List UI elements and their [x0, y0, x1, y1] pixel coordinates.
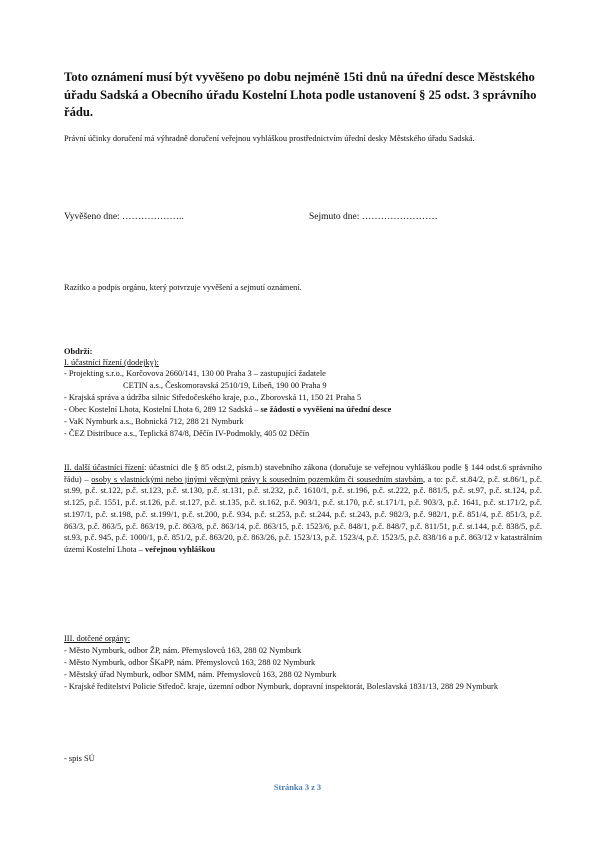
other-participants-owners: osoby s vlastnickými nebo jinými věcnými právy k sousedním pozemkům či sousedním stavbám	[91, 474, 423, 484]
recipient-cez: - ČEZ Distribuce a.s., Teplická 874/8, Děčín IV-Podmokly, 405 02 Děčín	[64, 429, 310, 438]
section-other-participants-title: II. další účastníci řízení	[64, 463, 145, 472]
posted-date-field: Vyvěšeno dne: ………………..	[64, 212, 184, 222]
other-participants-intro-end: , a to:	[423, 474, 444, 484]
file-copy: - spis SÚ	[64, 754, 95, 763]
obec-posting-request: se žádostí o vyvěšení na úřední desce	[260, 405, 392, 414]
posting-notice-heading: Toto oznámení musí být vyvěšeno po dobu nejméně 15ti dnů na úřední desce Městského úřadu Sadská a Obecního úřadu Kostelní Lhota podle ustanovení § 25 odst. 3 správního řádu.	[64, 70, 537, 119]
obec-address: - Obec Kostelní Lhota, Kostelní Lhota 6, 289 12 Sadská –	[64, 405, 259, 414]
recipients-title: Obdrží:	[64, 347, 93, 356]
recipient-cetin: CETIN a.s., Českomoravská 2510/19, Libeň, 190 00 Praha 9	[123, 381, 327, 390]
recipient-vak: - VaK Nymburk a.s., Bobnická 712, 288 21 Nymburk	[64, 417, 244, 426]
authority-police: - Krajské ředitelství Policie Středoč. kraje, územní odbor Nymburk, dopravní inspektorát, Boleslavská 1831/13, 288 29 Nymburk	[64, 682, 499, 691]
legal-effect-note: Právní účinky doručení má výhradně doručení veřejnou vyhláškou prostřednictvím úřední desky Městského úřadu Sadská.	[64, 134, 475, 143]
authority-smm: - Městský úřad Nymburk, odbor SMM, nám. Přemyslovců 163, 288 02 Nymburk	[64, 670, 337, 679]
public-notice-label: veřejnou vyhláškou	[144, 544, 215, 554]
stamp-signature-note: Razítko a podpis orgánu, který potvrzuje vyvěšení a sejmutí oznámení.	[64, 283, 302, 292]
recipient-ksus: - Krajská správa a údržba silnic Středočeského kraje, p.o., Zborovská 11, 150 21 Praha 5	[64, 393, 362, 402]
section-participants-title: I. účastníci řízení (dodejky):	[64, 358, 159, 367]
page-number: Stránka 3 z 3	[273, 783, 322, 792]
recipient-projekting: - Projekting s.r.o., Korčovova 2660/141, 130 00 Praha 3 – zastupující žadatele	[64, 369, 326, 378]
authority-skapp: - Město Nymburk, odbor ŠKaPP, nám. Přemyslovců 163, 288 02 Nymburk	[64, 658, 316, 667]
removed-date-field: Sejmuto dne: ……………………	[309, 212, 438, 222]
section-other-participants	[64, 462, 542, 556]
section-authorities-title: III. dotčené orgány:	[64, 634, 131, 643]
other-participants-intro: : účastníci dle § 85 odst.2, písm.b) stavebního zákona (doručuje se veřejnou vyhláškou podle § 144 odst.6 správního řádu) –	[64, 463, 542, 484]
authority-zp: - Město Nymburk, odbor ŽP, nám. Přemyslovců 163, 288 02 Nymburk	[64, 646, 302, 655]
parcel-list: p.č. st.84/2, p.č. st.86/1, p.č. st.99, p.č. st.122, p.č. st.123, p.č. st.130, p.č. st.131, p.č. st.232, p.č. 1610/1, p.č. st.196, p.č. st.222, p.č. 881/5, p.č. st.97, p.č. st.124, p.č. st.125, p.č. 1551, p.č. st.126, p.č. st.127, p.č. st.135, p.č. st.162, p.č. 903/1, p.č. st.170, p.č. st.171/1, p.č. 903/3, p.č. 1641, p.č. st.171/2, p.č. st.197/1, p.č. st.198, p.č. st.199/1, p.č. st.200, p.č. 934, p.č. st.253, p.č. st.244, p.č. st.243, p.č. 982/3, p.č. 982/1, p.č. 851/4, p.č. 851/3, p.č. 863/3, p.č. 863/5, p.č. 863/19, p.č. 863/8, p.č. 863/14, p.č. 863/15, p.č. 1523/6, p.č. 848/1, p.č. 848/7, p.č. 811/51, p.č. st.144, p.č. 838/5, p.č. st.93, p.č. 945, p.č. 1000/1, p.č. 851/2, p.č. 863/20, p.č. 863/26, p.č. 1523/13, p.č. 1523/4, p.č. 1523/5, p.č. 838/16 a p.č. 863/12 v katastrálním území Kostelní Lhota –	[64, 474, 543, 554]
recipient-obec-kostelni-lhota	[64, 404, 391, 416]
